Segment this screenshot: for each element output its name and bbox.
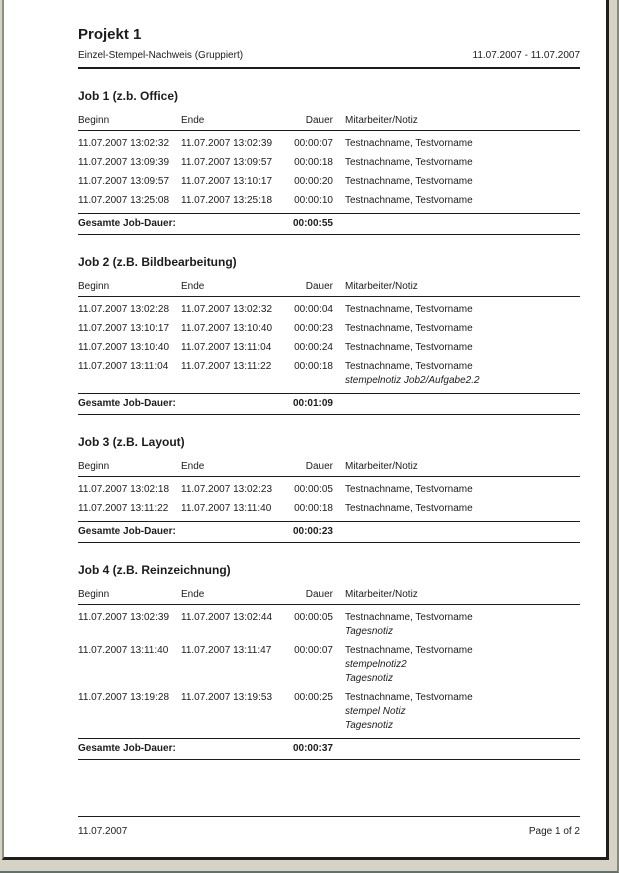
table-row: [78, 175, 580, 188]
table-row: [78, 360, 580, 387]
job-section: [78, 435, 580, 543]
note-text: Tagesnotiz: [345, 673, 393, 684]
cell-beginn: 11.07.2007 13:25:08: [78, 195, 170, 206]
cell-ende: 11.07.2007 13:11:04: [181, 342, 272, 353]
employee-name: Testnachname, Testvorname: [345, 323, 473, 334]
job-section: [78, 255, 580, 415]
job-title: Job 2 (z.B. Bildbearbeitung): [78, 255, 237, 269]
table-row: [78, 137, 580, 150]
employee-name: Testnachname, Testvorname: [345, 157, 473, 168]
total-label: Gesamte Job-Dauer:: [78, 218, 176, 229]
cell-ende: 11.07.2007 13:02:39: [181, 138, 273, 149]
employee-name: Testnachname, Testvorname: [345, 692, 473, 703]
cell-mitarbeiter: [345, 137, 580, 150]
cell-ende: 11.07.2007 13:02:44: [181, 612, 273, 623]
table-row: [78, 483, 580, 496]
cell-dauer: 00:00:24: [294, 342, 333, 353]
column-header-beginn: Beginn: [78, 281, 110, 292]
cell-mitarbeiter: [345, 483, 580, 496]
table-header-row: [78, 115, 580, 131]
cell-dauer: 00:00:18: [294, 503, 333, 514]
report-content: [4, 0, 606, 760]
total-label: Gesamte Job-Dauer:: [78, 526, 176, 537]
table-header-row: [78, 589, 580, 605]
column-header-beginn: Beginn: [78, 589, 110, 600]
note-text: Tagesnotiz: [345, 720, 393, 731]
job-title: Job 1 (z.b. Office): [78, 89, 179, 103]
job-total-row: [78, 213, 580, 235]
column-header-mitarbeiter: Mitarbeiter/Notiz: [345, 461, 418, 472]
cell-beginn: 11.07.2007 13:10:40: [78, 342, 170, 353]
cell-ende: 11.07.2007 13:10:17: [181, 176, 273, 187]
cell-beginn: 11.07.2007 13:11:40: [78, 645, 169, 656]
cell-ende: 11.07.2007 13:19:53: [181, 692, 273, 703]
cell-mitarbeiter: [345, 341, 580, 354]
column-header-ende: Ende: [181, 281, 205, 292]
cell-dauer: 00:00:10: [294, 195, 333, 206]
cell-beginn: 11.07.2007 13:02:28: [78, 304, 170, 315]
column-header-dauer: Dauer: [305, 281, 333, 292]
table-header-row: [78, 281, 580, 297]
cell-mitarbeiter: [345, 175, 580, 188]
employee-name: Testnachname, Testvorname: [345, 176, 473, 187]
employee-name: Testnachname, Testvorname: [345, 342, 473, 353]
employee-name: Testnachname, Testvorname: [345, 484, 473, 495]
cell-beginn: 11.07.2007 13:09:39: [78, 157, 170, 168]
cell-ende: 11.07.2007 13:11:47: [181, 645, 272, 656]
employee-name: Testnachname, Testvorname: [345, 361, 473, 372]
cell-mitarbeiter: [345, 360, 580, 387]
cell-ende: 11.07.2007 13:02:32: [181, 304, 273, 315]
total-value: 00:00:37: [292, 743, 333, 754]
jobs-container: [78, 89, 580, 760]
cell-ende: 11.07.2007 13:10:40: [181, 323, 273, 334]
cell-beginn: 11.07.2007 13:02:39: [78, 612, 170, 623]
table-row: [78, 156, 580, 169]
table-row: [78, 691, 580, 732]
report-header: [78, 26, 580, 69]
note-text: stempel Notiz: [345, 706, 406, 717]
job-total-row: [78, 393, 580, 415]
total-value: 00:00:23: [292, 526, 333, 537]
job-section: [78, 89, 580, 235]
column-header-ende: Ende: [181, 461, 205, 472]
column-header-mitarbeiter: Mitarbeiter/Notiz: [345, 589, 418, 600]
cell-beginn: 11.07.2007 13:10:17: [78, 323, 170, 334]
job-title: Job 4 (z.B. Reinzeichnung): [78, 563, 231, 577]
column-header-dauer: Dauer: [305, 461, 333, 472]
employee-name: Testnachname, Testvorname: [345, 503, 473, 514]
column-header-dauer: Dauer: [305, 589, 333, 600]
table-row: [78, 194, 580, 207]
column-header-ende: Ende: [181, 115, 205, 126]
cell-mitarbeiter: [345, 502, 580, 515]
cell-beginn: 11.07.2007 13:11:22: [78, 503, 169, 514]
total-value: 00:00:55: [292, 218, 333, 229]
cell-ende: 11.07.2007 13:02:23: [181, 484, 273, 495]
cell-beginn: 11.07.2007 13:19:28: [78, 692, 170, 703]
job-section: [78, 563, 580, 760]
table-row: [78, 502, 580, 515]
cell-mitarbeiter: [345, 691, 580, 732]
cell-mitarbeiter: [345, 303, 580, 316]
report-date-range: 11.07.2007 - 11.07.2007: [472, 50, 580, 61]
table-row: [78, 322, 580, 335]
cell-dauer: 00:00:23: [294, 323, 333, 334]
table-body: [78, 477, 580, 515]
total-value: 00:01:09: [292, 398, 333, 409]
cell-ende: 11.07.2007 13:11:22: [181, 361, 272, 372]
column-header-mitarbeiter: Mitarbeiter/Notiz: [345, 281, 418, 292]
report-type-label: Einzel-Stempel-Nachweis (Gruppiert): [78, 50, 244, 61]
cell-dauer: 00:00:20: [294, 176, 333, 187]
table-row: [78, 644, 580, 685]
table-row: [78, 303, 580, 316]
note-text: stempelnotiz Job2/Aufgabe2.2: [345, 375, 480, 386]
job-total-row: [78, 738, 580, 760]
employee-name: Testnachname, Testvorname: [345, 612, 473, 623]
table-header-row: [78, 461, 580, 477]
table-body: [78, 297, 580, 387]
column-header-beginn: Beginn: [78, 461, 110, 472]
column-header-mitarbeiter: Mitarbeiter/Notiz: [345, 115, 418, 126]
cell-beginn: 11.07.2007 13:02:32: [78, 138, 170, 149]
note-text: Tagesnotiz: [345, 626, 393, 637]
cell-mitarbeiter: [345, 194, 580, 207]
employee-name: Testnachname, Testvorname: [345, 138, 473, 149]
cell-dauer: 00:00:07: [294, 138, 333, 149]
total-label: Gesamte Job-Dauer:: [78, 398, 176, 409]
cell-mitarbeiter: [345, 156, 580, 169]
cell-dauer: 00:00:05: [294, 484, 333, 495]
cell-beginn: 11.07.2007 13:09:57: [78, 176, 170, 187]
cell-beginn: 11.07.2007 13:02:18: [78, 484, 170, 495]
cell-dauer: 00:00:18: [294, 157, 333, 168]
job-title: Job 3 (z.B. Layout): [78, 435, 185, 449]
footer-date: 11.07.2007: [78, 826, 128, 837]
cell-dauer: 00:00:18: [294, 361, 333, 372]
employee-name: Testnachname, Testvorname: [345, 304, 473, 315]
cell-dauer: 00:00:04: [294, 304, 333, 315]
page-title: Projekt 1: [78, 26, 142, 43]
cell-ende: 11.07.2007 13:25:18: [181, 195, 273, 206]
cell-ende: 11.07.2007 13:11:40: [181, 503, 272, 514]
cell-mitarbeiter: [345, 322, 580, 335]
cell-beginn: 11.07.2007 13:11:04: [78, 361, 169, 372]
table-body: [78, 605, 580, 732]
total-label: Gesamte Job-Dauer:: [78, 743, 176, 754]
report-page: [2, 0, 609, 860]
cell-mitarbeiter: [345, 611, 580, 638]
table-row: [78, 341, 580, 354]
column-header-dauer: Dauer: [305, 115, 333, 126]
report-subheader: [78, 50, 580, 69]
note-text: stempelnotiz2: [345, 659, 407, 670]
cell-ende: 11.07.2007 13:09:57: [181, 157, 273, 168]
job-total-row: [78, 521, 580, 543]
employee-name: Testnachname, Testvorname: [345, 195, 473, 206]
cell-dauer: 00:00:25: [294, 692, 333, 703]
cell-mitarbeiter: [345, 644, 580, 685]
cell-dauer: 00:00:05: [294, 612, 333, 623]
column-header-beginn: Beginn: [78, 115, 110, 126]
column-header-ende: Ende: [181, 589, 205, 600]
employee-name: Testnachname, Testvorname: [345, 645, 473, 656]
table-row: [78, 611, 580, 638]
report-footer: [78, 816, 580, 837]
footer-page-number: Page 1 of 2: [528, 826, 580, 837]
table-body: [78, 131, 580, 207]
cell-dauer: 00:00:07: [294, 645, 333, 656]
